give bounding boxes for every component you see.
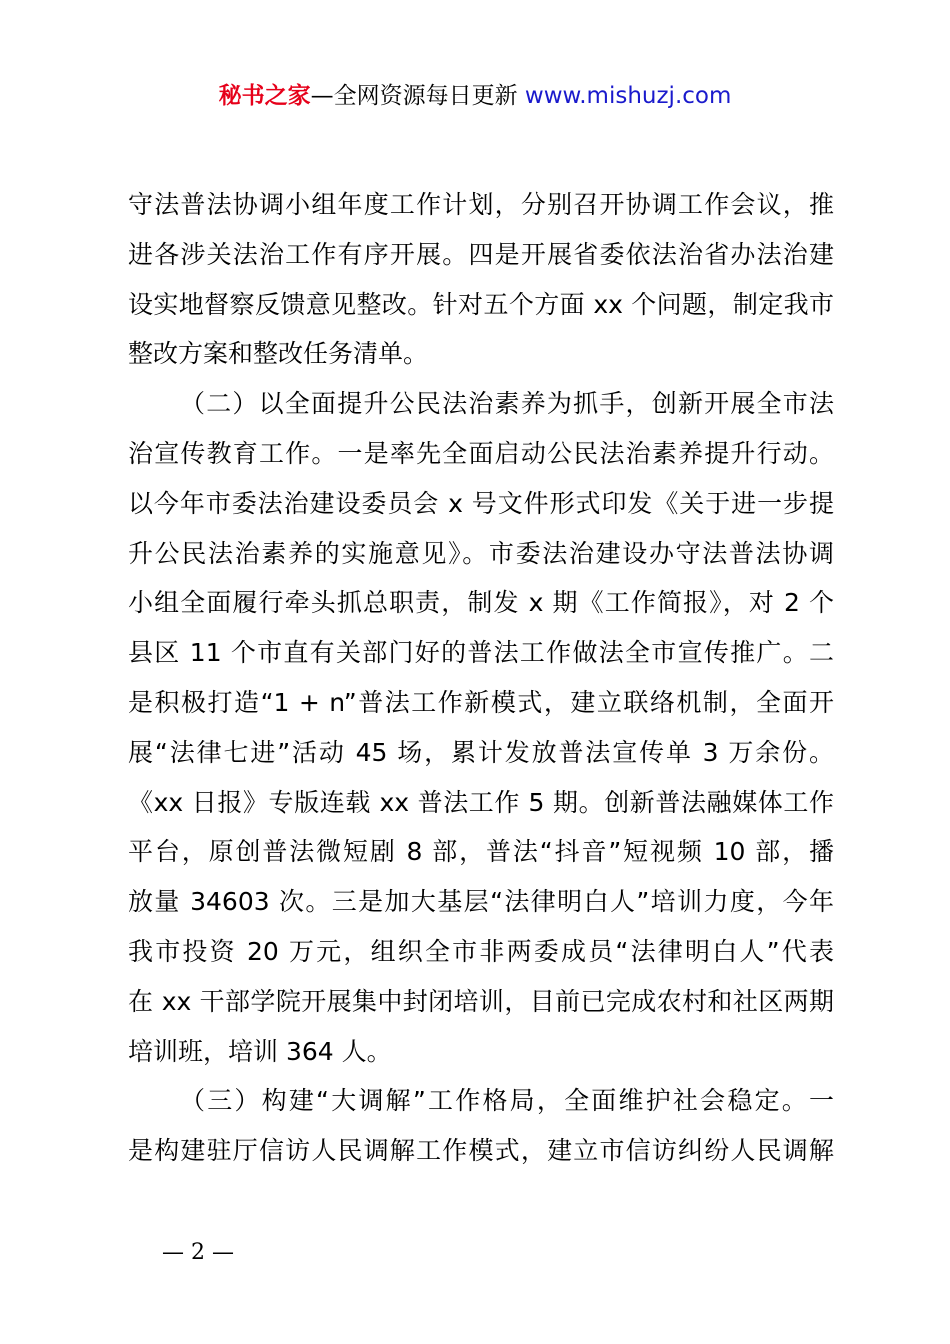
text-line: 县区 11 个市直有关部门好的普法工作做法全市宣传推广。二 <box>128 638 834 668</box>
text-line: 设实地督察反馈意见整改。针对五个方面 xx 个问题，制定我市 <box>128 289 834 319</box>
header-slogan: —全网资源每日更新 <box>310 83 525 109</box>
text-line: 我市投资 20 万元，组织全市非两委成员“法律明白人”代表 <box>128 936 834 966</box>
section-heading-line: （二）以全面提升公民法治素养为抓手，创新开展全市法 <box>180 389 834 419</box>
document-body <box>128 180 834 1176</box>
page-number: — 2 — <box>162 1240 234 1265</box>
text-line: 守法普法协调小组年度工作计划，分别召开协调工作会议，推 <box>128 190 834 219</box>
text-line: 《xx 日报》专版连载 xx 普法工作 5 期。创新普法融媒体工作 <box>128 787 834 817</box>
text-line: 平台，原创普法微短剧 8 部，普法“抖音”短视频 10 部，播 <box>128 837 834 867</box>
page-header <box>0 78 950 114</box>
text-line: 进各涉关法治工作有序开展。四是开展省委依法治省办法治建 <box>128 239 834 269</box>
text-line: 治宣传教育工作。一是率先全面启动公民法治素养提升行动。 <box>128 438 834 468</box>
text-line: 放量 34603 次。三是加大基层“法律明白人”培训力度，今年 <box>128 887 834 917</box>
text-line: 是构建驻厅信访人民调解工作模式，建立市信访纠纷人民调解 <box>128 1136 834 1166</box>
text-line: 整改方案和整改任务清单。 <box>128 339 429 369</box>
text-line: 培训班，培训 364 人。 <box>128 1036 392 1066</box>
text-line: 是积极打造“1 + n”普法工作新模式，建立联络机制，全面开 <box>128 687 834 717</box>
section-heading-line: （三）构建“大调解”工作格局，全面维护社会稳定。一 <box>180 1086 834 1116</box>
header-brand: 秘书之家 <box>218 83 311 109</box>
text-line: 小组全面履行牵头抓总职责，制发 x 期《工作简报》，对 2 个 <box>128 588 834 618</box>
text-line: 升公民法治素养的实施意见》。市委法治建设办守法普法协调 <box>128 538 834 568</box>
text-line: 在 xx 干部学院开展集中封闭培训，目前已完成农村和社区两期 <box>128 986 834 1016</box>
header-url-link[interactable]: www.mishuzj.com <box>524 83 732 109</box>
text-line: 展“法律七进”活动 45 场，累计发放普法宣传单 3 万余份。 <box>128 737 834 767</box>
text-line: 以今年市委法治建设委员会 x 号文件形式印发《关于进一步提 <box>128 488 834 518</box>
